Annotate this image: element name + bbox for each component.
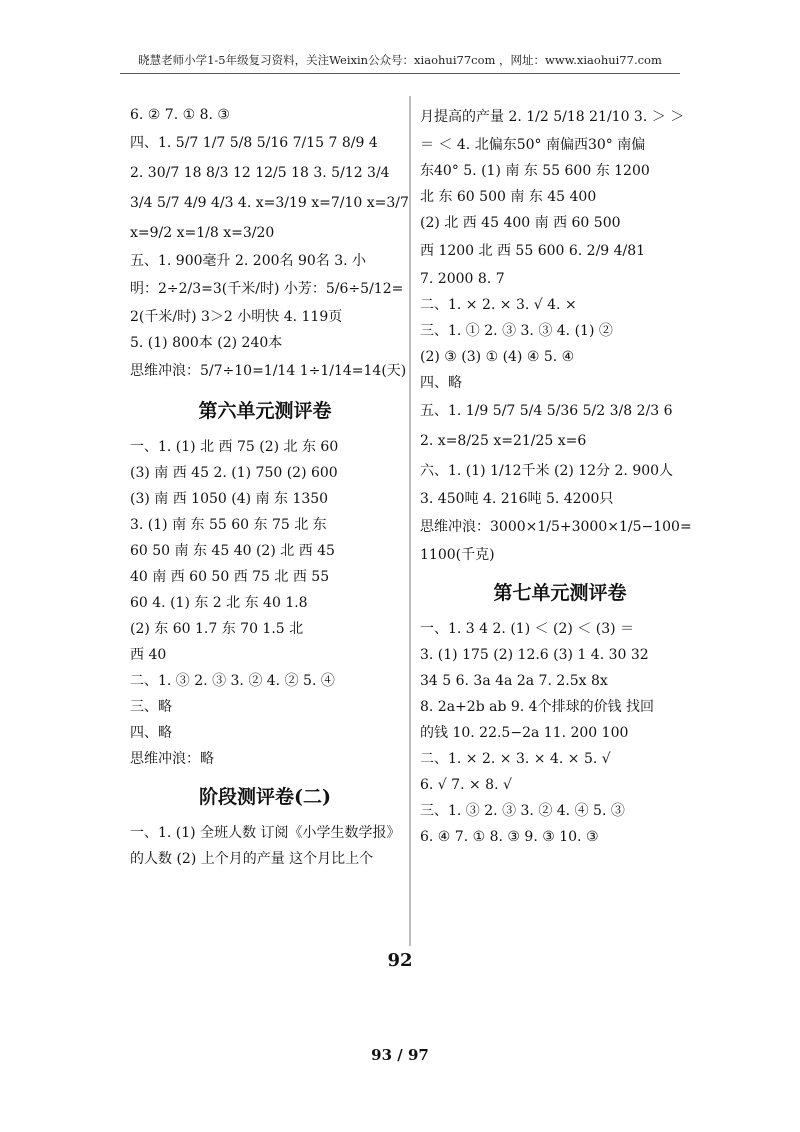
answer-line: 8. 2a+2b ab 9. 4个排球的价钱 找回 — [420, 699, 655, 715]
answer-line: 3. (1) 175 (2) 12.6 (3) 1 4. 30 32 — [420, 647, 649, 663]
section-title: 第六单元测评卷 — [198, 400, 332, 422]
answer-line: 3. (1) 南 东 55 60 东 75 北 东 — [130, 517, 327, 533]
answer-line: 西 40 — [130, 647, 167, 663]
answer-line: (2) ③ (3) ① (4) ④ 5. ④ — [420, 349, 575, 365]
answer-line: (3) 南 西 45 2. (1) 750 (2) 600 — [130, 465, 338, 481]
section-title: 阶段测评卷(二) — [199, 786, 331, 808]
answer-line: 的钱 10. 22.5−2a 11. 200 100 — [420, 725, 629, 741]
answer-line: 5. (1) 800本 (2) 240本 — [130, 335, 283, 351]
answer-line: 三、1. ③ 2. ③ 3. ② 4. ④ 5. ③ — [420, 803, 625, 819]
answer-line: 四、1. 5/7 1/7 5/8 5/16 7/15 7 8/9 4 — [130, 135, 378, 151]
answer-line: (2) 北 西 45 400 南 西 60 500 — [420, 215, 621, 231]
right-column — [420, 102, 700, 850]
answer-line: 思维冲浪：5/7÷10=1/14 1÷1/14=14(天) — [130, 363, 407, 379]
answer-line: 四、略 — [420, 375, 462, 391]
answer-line: 西 1200 北 西 55 600 6. 2/9 4/81 — [420, 243, 646, 259]
left-column — [130, 102, 409, 872]
answer-line: 34 5 6. 3a 4a 2a 7. 2.5x 8x — [420, 673, 608, 689]
answer-line: 二、1. ③ 2. ③ 3. ② 4. ② 5. ④ — [130, 673, 335, 689]
answer-line: ＝ ＜ 4. 北偏东50° 南偏西30° 南偏 — [420, 137, 646, 153]
answer-line: 1100(千克) — [420, 547, 495, 563]
answer-line: 6. √ 7. × 8. √ — [420, 777, 512, 793]
header-rule — [120, 73, 680, 74]
answer-line: 一、1. 3 4 2. (1) ＜ (2) ＜ (3) ＝ — [420, 621, 635, 637]
answer-line: 3/4 5/7 4/9 4/3 4. x=3/19 x=7/10 x=3/7 — [130, 195, 409, 211]
answer-line: x=9/2 x=1/8 x=3/20 — [130, 225, 275, 241]
answer-line: 三、1. ① 2. ③ 3. ③ 4. (1) ② — [420, 323, 613, 339]
answer-line: 四、略 — [130, 725, 172, 741]
answer-line: (2) 东 60 1.7 东 70 1.5 北 — [130, 621, 304, 637]
page-header: 晓慧老师小学1-5年级复习资料，关注Weixin公众号：xiaohui77com ，网址：www.xiaohui77.com — [138, 53, 662, 67]
answer-line: 60 4. (1) 东 2 北 东 40 1.8 — [130, 595, 308, 611]
answer-line: 月提高的产量 2. 1/2 5/18 21/10 3. ＞ ＞ — [420, 109, 685, 125]
column-divider — [409, 96, 411, 946]
answer-line: 一、1. (1) 全班人数 订阅《小学生数学报》 — [130, 825, 401, 841]
answer-line: 三、略 — [130, 699, 172, 715]
answer-line: 明：2÷2/3=3(千米/时) 小芳：5/6÷5/12= — [130, 281, 404, 297]
answer-line: 3. 450吨 4. 216吨 5. 4200只 — [420, 491, 614, 507]
answer-line: 二、1. × 2. × 3. × 4. × 5. √ — [420, 751, 611, 767]
section-title: 第七单元测评卷 — [493, 582, 627, 604]
answer-line: 40 南 西 60 50 西 75 北 西 55 — [130, 569, 330, 585]
answer-line: (3) 南 西 1050 (4) 南 东 1350 — [130, 491, 329, 507]
answer-line: 六、1. (1) 1/12千米 (2) 12分 2. 900人 — [420, 463, 674, 479]
answer-line: 2. x=8/25 x=21/25 x=6 — [420, 433, 587, 449]
answer-line: 6. ④ 7. ① 8. ③ 9. ③ 10. ③ — [420, 829, 599, 845]
answer-line: 一、1. (1) 北 西 75 (2) 北 东 60 — [130, 439, 339, 455]
answer-line: 2(千米/时) 3＞2 小明快 4. 119页 — [130, 309, 343, 325]
page-number: 92 — [387, 950, 413, 971]
page-counter: 93 / 97 — [371, 1046, 429, 1064]
answer-line: 的人数 (2) 上个月的产量 这个月比上个 — [130, 851, 374, 867]
answer-line: 7. 2000 8. 7 — [420, 271, 505, 287]
answer-line: 思维冲浪：3000×1/5+3000×1/5−100= — [420, 519, 692, 535]
answer-line: 北 东 60 500 南 东 45 400 — [420, 189, 597, 205]
answer-line: 五、1. 1/9 5/7 5/4 5/36 5/2 3/8 2/3 6 — [420, 403, 673, 419]
answer-line: 60 50 南 东 45 40 (2) 北 西 45 — [130, 543, 335, 559]
answer-line: 思维冲浪：略 — [130, 751, 214, 767]
answer-line: 2. 30/7 18 8/3 12 12/5 18 3. 5/12 3/4 — [130, 165, 390, 181]
answer-line: 东40° 5. (1) 南 东 55 600 东 1200 — [420, 163, 650, 179]
answer-line: 五、1. 900毫升 2. 200名 90名 3. 小 — [130, 253, 367, 269]
answer-line: 二、1. × 2. × 3. √ 4. × — [420, 297, 577, 313]
answer-line: 6. ② 7. ① 8. ③ — [130, 107, 230, 123]
